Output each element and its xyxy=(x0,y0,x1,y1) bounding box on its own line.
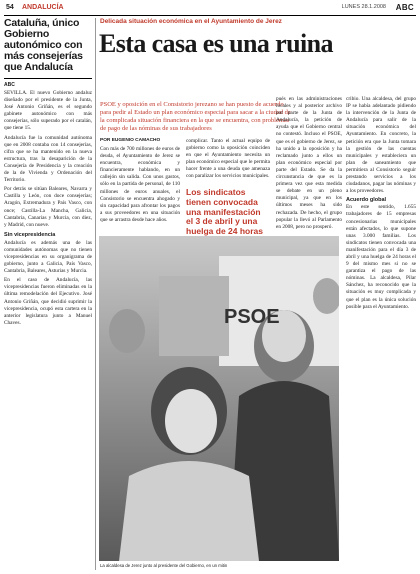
sidebar-article xyxy=(4,18,92,570)
sidebar-subhead: Sin vicepresidencia xyxy=(4,231,56,238)
article-column-1: Con más de 700 millones de euros de deuda, el Ayuntamiento de Jerez se encuentra, económica y financieramente hablando, en un callejón sin salida. Con unos gastos, sólo en la partida de personal, de 110 millones de euros anuales, el Consistorio se encuentra ahogado y sin capacidad para afrontar los pagos a sus proveedores en una situación que se arrastra desde hace años. xyxy=(100,146,180,223)
party-sign: PSOE xyxy=(224,306,280,328)
article-byline: POR EUGENIO CAMACHO xyxy=(100,138,161,143)
issue-date: LUNES 28.1.2008 xyxy=(341,4,386,10)
sidebar-paragraph: Andalucía es además una de las comunidades autónomas que no tienen vicepresidencias en su organigrama de gobierno, junto a Galicia, País Vasco, Cantabria, Baleares, Asturias y Murcia. xyxy=(4,239,92,275)
article-kicker: Delicada situación económica en el Ayuntamiento de Jerez xyxy=(100,18,282,25)
article-column-2: complicar. Tanto el actual equipo de gobierno como la oposición coinciden en que el Ayuntamiento necesita un plan económico especial que le permita hacer frente a una deuda que amenaza con paralizar los servicios municipales. xyxy=(186,138,270,180)
article-headline: Esta casa es una ruina xyxy=(99,29,333,58)
column-4-subhead: Acuerdo global xyxy=(346,197,387,204)
pull-quote: Los sindicatos tienen convocada una manifestación el 3 de abril y una huelga de 24 horas xyxy=(186,187,263,237)
photo-caption: La alcaldesa de Jerez junto al presidente del Gobierno, en un mitin xyxy=(100,563,228,568)
article-column-3: pués en las administraciones locales y al posterior archivo por parte de la Junta de Andalucía, la petición de ayuda que el Gobierno central no contestó. Incluso el PSOE, que es el gobierno de Jerez, se ha unido a la oposición y ha reclamado junto a ellos un plan económico especial por parte del Estado. Se da la circunstancia de que es la primera vez que esta medida se debate en un pleno municipal, ya que en los últimos meses ha sido rechazada. De hecho, el grupo popular la llevó al Parlamento en 2008, pero no prosperó. xyxy=(276,96,342,230)
article-lede: PSOE y oposición en el Consistorio jerezano se han puesto de acuerdo para pedir al Estado un plan económico especial para sacar a la ciudad de la complicada situación financiera en la que se encuentra, con problemas de pago de las nóminas de sus trabajadores xyxy=(100,101,291,132)
sidebar-paragraph: En el caso de Andalucía, las vicepresidencias fueron eliminadas en la última remodelación del Ejecutivo. José Antonio Griñán, que decidió suprimir la vicepresidencia, ocupó esta cartera en la anterior legislatura junto a Manuel Chaves. xyxy=(4,277,92,326)
sidebar-source: ABC xyxy=(4,82,15,88)
column-4-text: cribio. Una alcaldesa, del grupo IP se había adelantado pidiendo la intervención de la Junta de Andalucía para salir de la situación económica del Ayuntamiento. En concreto, la petición era que la Junta tomara la gestión de las cuentas municipales y estableciera un plan de saneamiento que permitiera al Consistorio seguir prestando servicios a los ciudadanos, pagar las nóminas y a los proveedores. xyxy=(346,96,416,195)
photo-illustration xyxy=(99,236,339,561)
sidebar-paragraph: Por detrás se sitúan Baleares, Navarra y Castilla y León, con doce consejerías; Aragón, Extremadura y País Vasco, con once; Castilla-La Mancha, Galicia, Cantabria, Canarias y Murcia, con diez, y Madrid, con nueve. xyxy=(4,186,92,228)
sidebar-divider xyxy=(4,78,92,79)
section-label: ANDALUCÍA xyxy=(22,4,64,11)
sidebar-title: Cataluña, único Gobierno autonómico con más consejerías que Andalucía xyxy=(4,18,83,73)
header-rule xyxy=(4,15,416,16)
sidebar-paragraph: Andalucía fue la comunidad autónoma que en 2008 contaba con 14 consejerías, cifra que se ha mantenido en la nueva estructura, tras la desaparición de la Consejería de Presidencia y la creación de la de Vivienda y Ordenación del Territorio. xyxy=(4,134,92,184)
sidebar-paragraph: SEVILLA. El nuevo Gobierno andaluz diseñado por el presidente de la Junta, José Antonio Griñán, es el segundo gabinete autonómico con más consejerías, sólo superado por el catalán, que tiene 15. xyxy=(4,90,92,132)
page-header xyxy=(4,3,416,15)
page-number: 54 xyxy=(6,4,14,11)
column-4-text-2: En este sentido, 1.655 trabajadores de 15 empresas concesionarias municipales están afectados, lo que supone unas 3.000 familias. Los sindicatos tienen convocada una manifestación para el día 3 de abril y una huelga de 24 horas el 9 del mismo mes si no se garantiza el pago de las nóminas. La alcaldesa, Pilar Sánchez, ha reconocido que la situación es muy complicada y que el plan es la única solución posible para el Ayuntamiento. xyxy=(346,204,416,310)
newspaper-logo: ABC xyxy=(395,3,414,12)
column-divider xyxy=(95,18,96,570)
article-column-4 xyxy=(346,96,416,562)
article-photo xyxy=(99,236,339,561)
